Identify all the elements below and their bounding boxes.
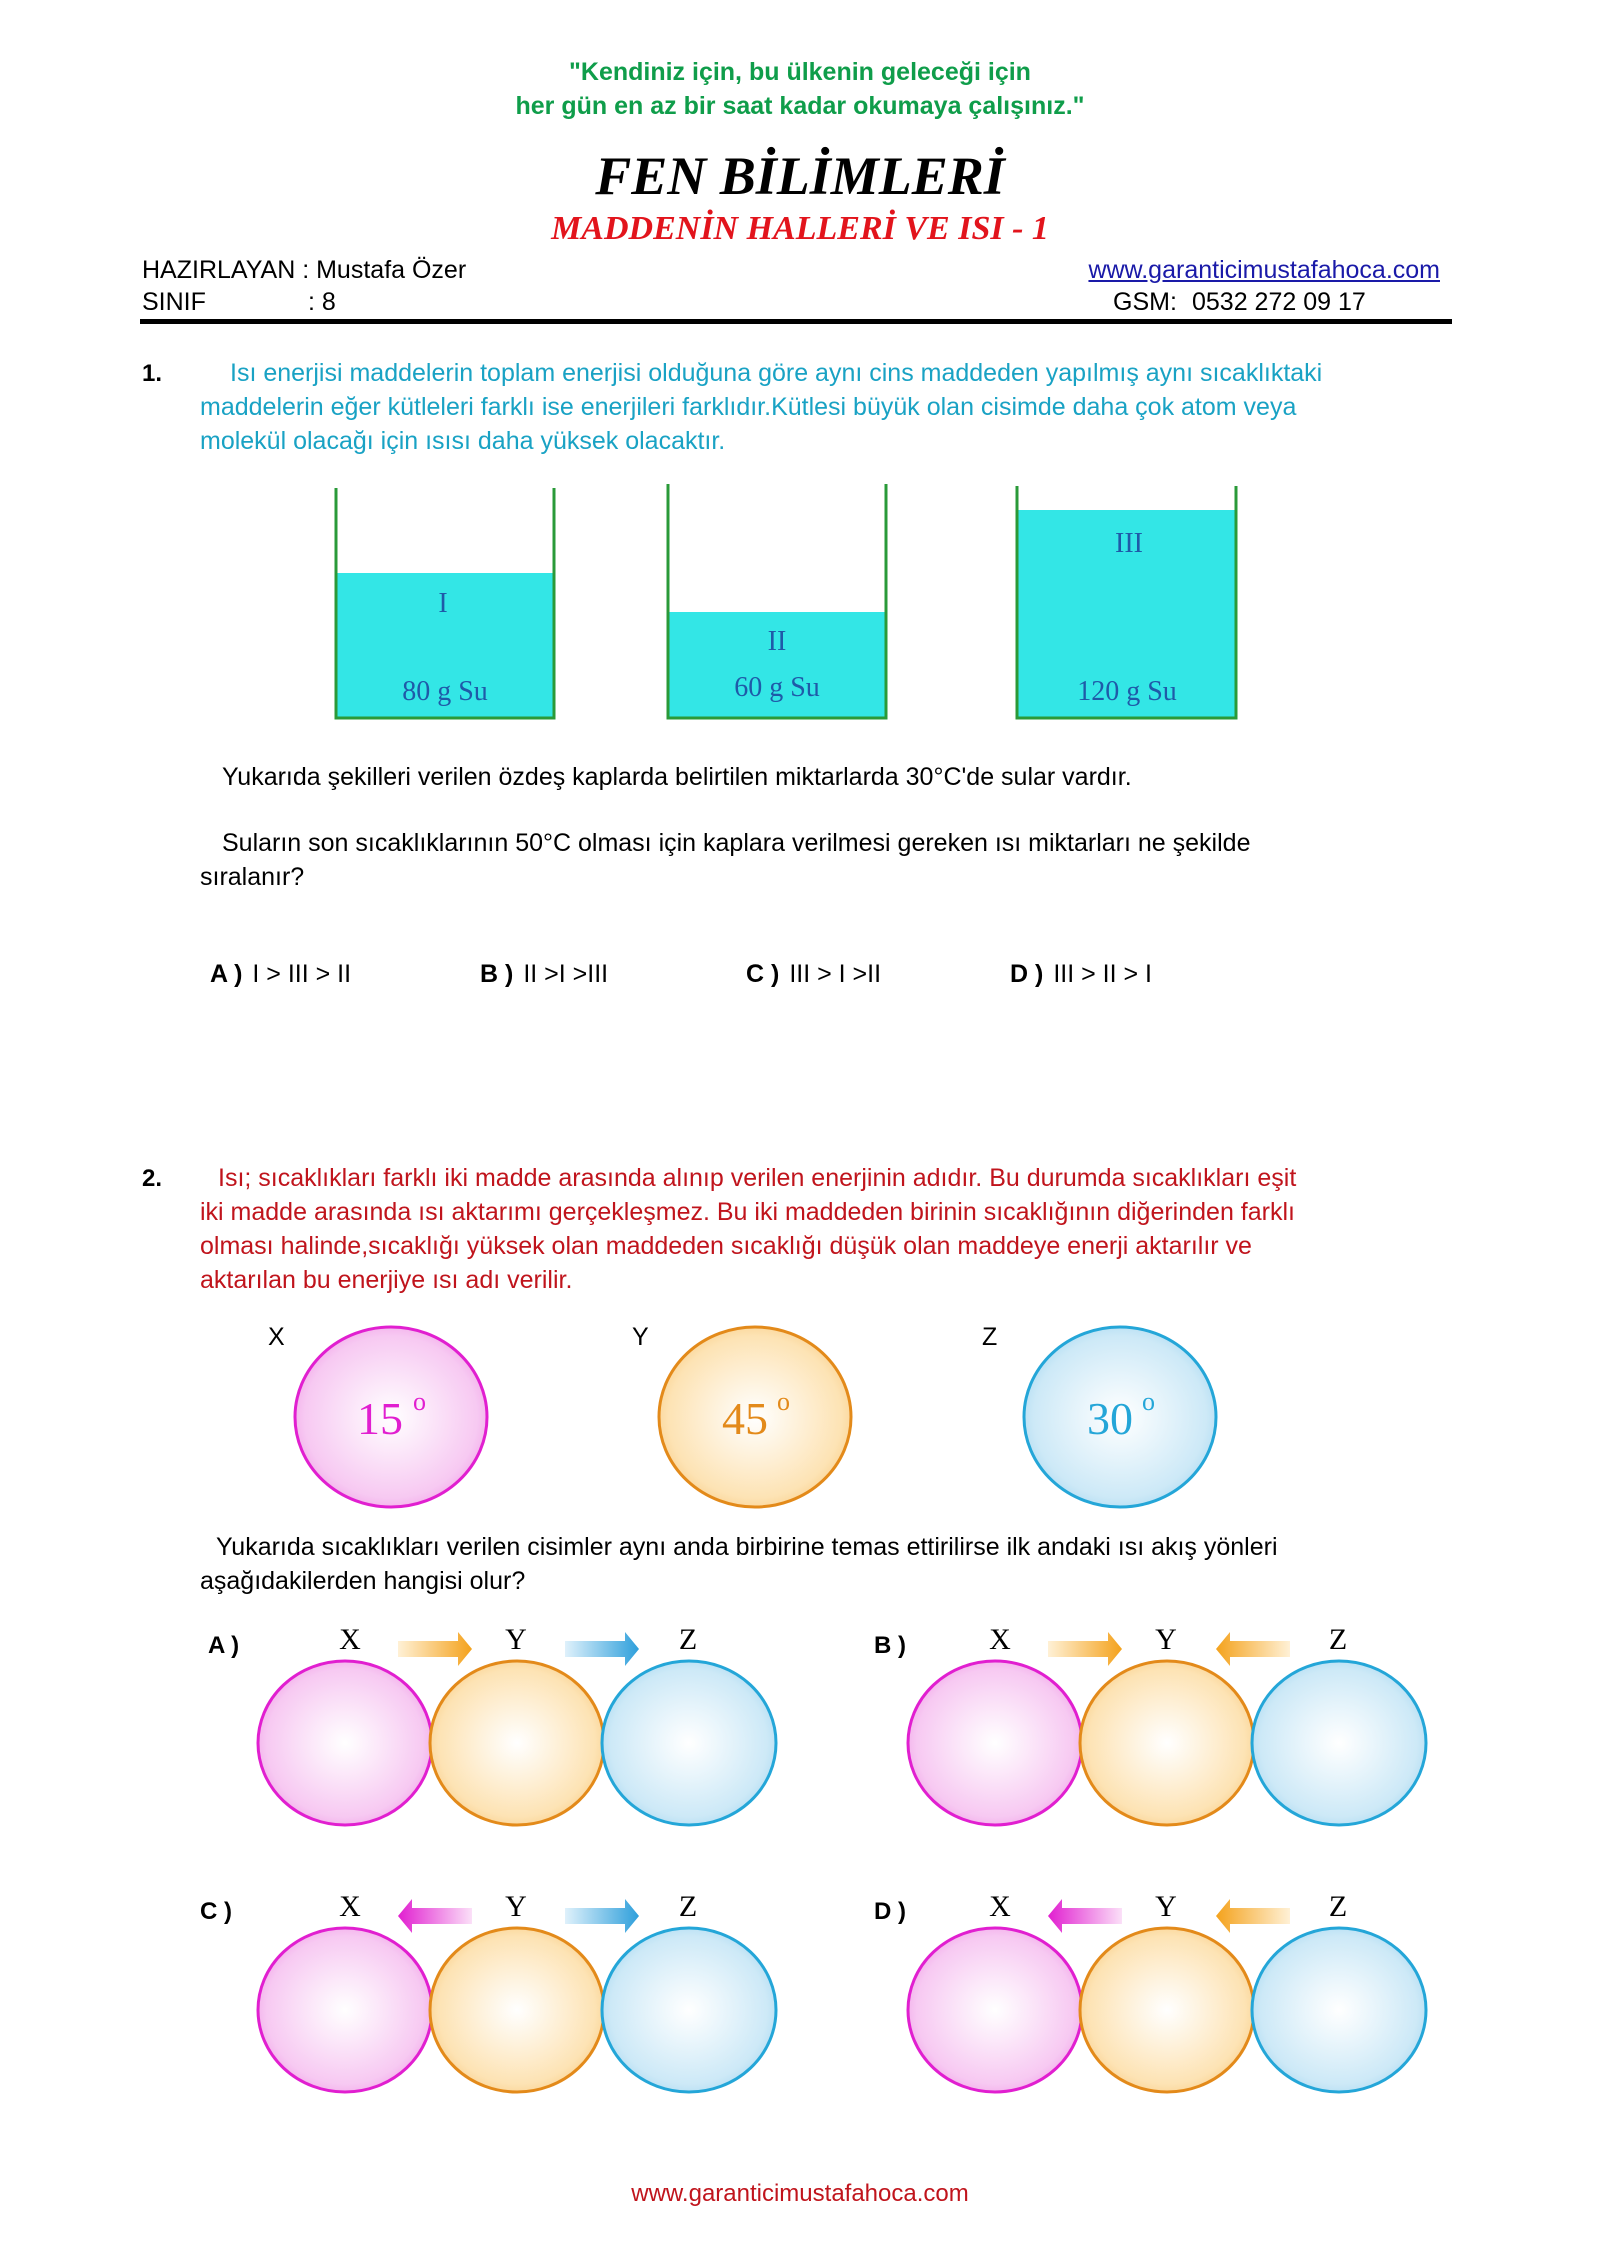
class-label: SINIF (142, 288, 206, 316)
opt-b-circle-y (1080, 1661, 1254, 1825)
opt-c-label-x: X (339, 1890, 361, 1923)
object-z-temp: 30 (1087, 1393, 1133, 1444)
opt-b-label-z: Z (1328, 1623, 1348, 1656)
opt-d-label-z: Z (1328, 1890, 1348, 1923)
q2-question-line-1: Yukarıda sıcaklıkları verilen cisimler aynı anda birbirine temas ettirilirse ilk andaki ısı akış yönleri (216, 1533, 1278, 1561)
container-2-label: 60 g Su (734, 672, 820, 703)
q2-info-line-3: olması halinde,sıcaklığı yüksek olan maddeden sıcaklığı düşük olan maddeye enerji aktarılır ve (200, 1232, 1252, 1260)
container-1-label: 80 g Su (402, 676, 488, 707)
q1-question-line-2: sıralanır? (200, 863, 305, 891)
opt-c-circle-z (602, 1928, 776, 2092)
q1-info-line-3: molekül olacağı için ısısı daha yüksek olacaktır. (200, 427, 726, 455)
opt-d-label-y: Y (1155, 1890, 1177, 1923)
page-title: FEN BİLİMLERİ (595, 146, 1005, 206)
motto-line-1: "Kendiniz için, bu ülkenin geleceği için (569, 58, 1031, 86)
opt-c-label-z: Z (678, 1890, 698, 1923)
q1-statement: Yukarıda şekilleri verilen özdeş kaplarda belirtilen miktarlarda 30°C'de sular vardır. (222, 763, 1132, 791)
opt-d-circle-z (1252, 1928, 1426, 2092)
q1-option-b-letter: B ) (480, 960, 514, 988)
object-z-unit: o (1142, 1387, 1155, 1416)
opt-a-circle-z (602, 1661, 776, 1825)
opt-d-arrow-zy (1216, 1899, 1290, 1933)
page-subtitle: MADDENİN HALLERİ VE ISI - 1 (551, 210, 1049, 247)
container-2 (668, 484, 886, 718)
q1-info-line-2: maddelerin eğer kütleleri farklı ise enerjileri farklıdır.Kütlesi büyük olan cisimde daha çok atom veya (200, 393, 1297, 421)
question-2-number: 2. (142, 1165, 163, 1192)
opt-a-circle-x (258, 1661, 432, 1825)
q1-option-b[interactable] (480, 960, 608, 989)
container-3 (1017, 486, 1236, 718)
q2-question-line-2: aşağıdakilerden hangisi olur? (200, 1567, 526, 1595)
q2-info-line-2: iki madde arasında ısı aktarımı gerçekleşmez. Bu iki maddeden birinin sıcaklığının diğerinden farklı (200, 1198, 1295, 1226)
opt-a-circle-y (430, 1661, 604, 1825)
q1-containers-figure (0, 470, 1600, 730)
q1-option-b-text: II >I >III (523, 960, 609, 988)
q2-option-c-letter[interactable]: C ) (200, 1898, 232, 1925)
motto-line-2: her gün en az bir saat kadar okumaya çalışınız." (515, 92, 1085, 120)
q2-option-b-letter[interactable]: B ) (874, 1632, 906, 1659)
opt-d-arrow-yx (1048, 1899, 1122, 1933)
header-divider (140, 319, 1452, 324)
object-x-temp: 15 (357, 1393, 403, 1444)
footer-website-link[interactable]: www.garanticimustafahoca.com (631, 2180, 969, 2207)
opt-a-arrow-yz (565, 1632, 639, 1666)
object-y-temp: 45 (722, 1393, 768, 1444)
author-label: HAZIRLAYAN : Mustafa Özer (142, 256, 467, 284)
container-2-roman: II (767, 626, 787, 657)
opt-a-label-z: Z (678, 1623, 698, 1656)
q1-option-a-letter: A ) (210, 960, 243, 988)
opt-c-circle-y (430, 1928, 604, 2092)
q1-option-c-text: III > I >II (789, 960, 882, 988)
q1-question-line-1: Suların son sıcaklıklarının 50°C olması için kaplara verilmesi gereken ısı miktarları ne şekilde (222, 829, 1251, 857)
q2-option-d-figure[interactable] (900, 1882, 1440, 2102)
opt-b-label-y: Y (1155, 1623, 1177, 1656)
q1-option-c-letter: C ) (746, 960, 780, 988)
q2-option-b-figure[interactable] (900, 1615, 1440, 1835)
q2-option-c-figure[interactable] (250, 1882, 790, 2102)
opt-c-arrow-yx (398, 1899, 472, 1933)
q2-option-d-letter[interactable]: D ) (874, 1898, 906, 1925)
opt-c-arrow-yz (565, 1899, 639, 1933)
container-1 (336, 488, 554, 718)
q1-option-c[interactable] (746, 960, 881, 989)
q1-option-a[interactable] (210, 960, 351, 989)
q1-option-d-letter: D ) (1010, 960, 1044, 988)
opt-b-label-x: X (989, 1623, 1011, 1656)
opt-a-label-y: Y (505, 1623, 527, 1656)
class-value: : 8 (308, 288, 336, 316)
opt-d-circle-y (1080, 1928, 1254, 2092)
opt-c-circle-x (258, 1928, 432, 2092)
opt-d-label-x: X (989, 1890, 1011, 1923)
q1-option-a-text: I > III > II (252, 960, 352, 988)
q1-option-d[interactable] (1010, 960, 1152, 989)
q2-info-line-4: aktarılan bu enerjiye ısı adı verilir. (200, 1266, 573, 1294)
q2-option-a-figure[interactable] (250, 1615, 790, 1835)
gsm-value: 0532 272 09 17 (1192, 288, 1366, 316)
container-3-roman: III (1115, 528, 1143, 559)
q2-option-a-letter[interactable]: A ) (208, 1632, 240, 1659)
q2-objects-figure (0, 1310, 1600, 1510)
object-y-name: Y (632, 1323, 649, 1351)
q1-info-line-1: Isı enerjisi maddelerin toplam enerjisi olduğuna göre aynı cins maddeden yapılmış aynı sıcaklıktaki (230, 359, 1323, 387)
container-3-label: 120 g Su (1077, 676, 1177, 707)
q1-option-d-text: III > II > I (1053, 960, 1152, 988)
q2-info-line-1: Isı; sıcaklıkları farklı iki madde arasında alınıp verilen enerjinin adıdır. Bu durumda sıcaklıkları eşit (218, 1164, 1297, 1192)
object-x-unit: o (413, 1387, 426, 1416)
opt-a-label-x: X (339, 1623, 361, 1656)
opt-b-circle-z (1252, 1661, 1426, 1825)
opt-b-arrow-xy (1048, 1632, 1122, 1666)
container-1-roman: I (438, 588, 448, 619)
gsm-label: GSM: (1113, 288, 1177, 316)
opt-b-arrow-zy (1216, 1632, 1290, 1666)
object-x-name: X (268, 1323, 285, 1351)
object-z-name: Z (982, 1323, 998, 1351)
question-1-number: 1. (142, 360, 163, 387)
object-y-unit: o (777, 1387, 790, 1416)
website-link[interactable]: www.garanticimustafahoca.com (1088, 256, 1440, 284)
opt-c-label-y: Y (505, 1890, 527, 1923)
opt-a-arrow-xy (398, 1632, 472, 1666)
opt-d-circle-x (908, 1928, 1082, 2092)
opt-b-circle-x (908, 1661, 1082, 1825)
